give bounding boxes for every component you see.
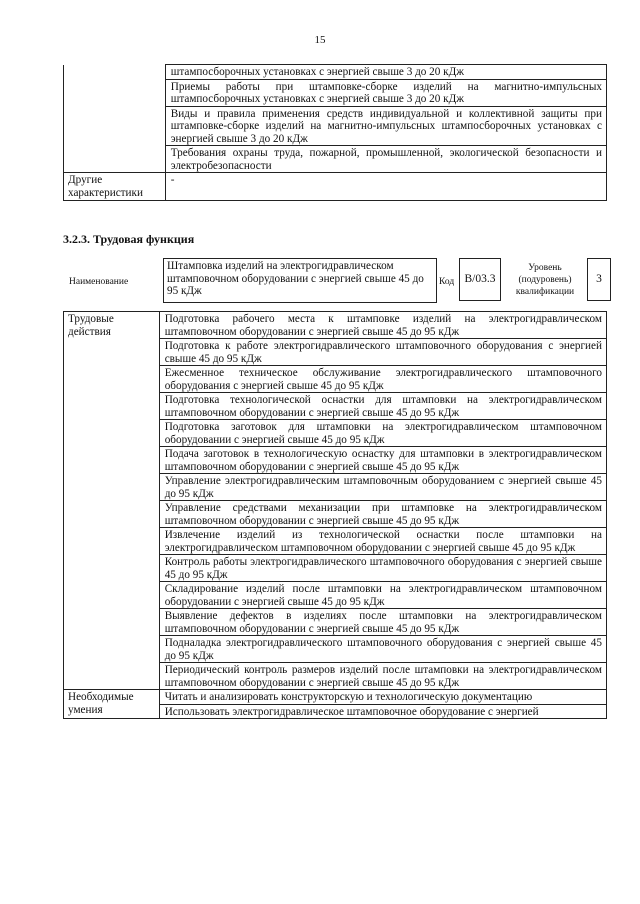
row-text: Требования охраны труда, пожарной, промышленной, экологической безопасности и электробезопасности <box>165 146 606 173</box>
requirements-table-continued <box>63 64 607 201</box>
table-row <box>64 146 607 173</box>
row-text: Приемы работы при штамповке-сборке изделий на магнитно-импульсных штампосборочных установках с энергией свыше 3 до 20 кДж <box>165 79 606 106</box>
name-value: Штамповка изделий на электрогидравлическом штамповочном оборудовании с энергией свыше 45 до 95 кДж <box>163 258 437 303</box>
table-row <box>64 690 607 705</box>
labor-actions-table <box>63 311 607 719</box>
labor-actions-item: Периодический контроль размеров изделий после штамповки на электрогидравлическом штамповочном оборудовании с энергией свыше 45 до 95 кДж <box>159 663 606 690</box>
labor-actions-item: Подготовка технологической оснастки для штамповки на электрогидравлическом штамповочном оборудовании с энергией свыше 45 до 95 кДж <box>159 393 606 420</box>
function-header <box>63 256 611 308</box>
labor-actions-item: Извлечение изделий из технологической оснастки после штамповки на электрогидравлическом штамповочном оборудовании с энергией свыше 45 до 95 кДж <box>159 528 606 555</box>
page-number: 15 <box>314 34 326 46</box>
row-label <box>64 146 166 173</box>
level-label: Уровень (подуровень) квалификации <box>515 263 575 297</box>
skills-item: Использовать электрогидравлическое штамповочное оборудование с энергией <box>159 704 606 719</box>
table-row <box>64 312 607 339</box>
name-label: Наименование <box>69 277 129 287</box>
code-value: B/03.3 <box>459 258 501 301</box>
labor-actions-item: Складирование изделий после штамповки на электрогидравлическом штамповочном оборудовании с энергией свыше 45 до 95 кДж <box>159 582 606 609</box>
other-characteristics-value: - <box>165 173 606 201</box>
table-row <box>64 173 607 201</box>
row-label <box>64 65 166 80</box>
section-title: 3.2.3. Трудовая функция <box>63 232 195 246</box>
row-label <box>64 106 166 146</box>
skills-label: Необходимые умения <box>64 690 160 719</box>
other-characteristics-label: Другие характеристики <box>64 173 166 201</box>
labor-actions-item: Выявление дефектов в изделиях после штамповки на электрогидравлическом штамповочном оборудовании с энергией свыше 45 до 95 кДж <box>159 609 606 636</box>
row-text: штампосборочных установках с энергией свыше 3 до 20 кДж <box>165 65 606 80</box>
table-row <box>64 106 607 146</box>
level-value: 3 <box>587 258 611 301</box>
row-label <box>64 79 166 106</box>
row-text: Виды и правила применения средств индивидуальной и коллективной защиты при штамповке-сборке изделий на магнитно-импульсных штампосборочных установках с энергией свыше 3 до 20 кДж <box>165 106 606 146</box>
table-row <box>64 79 607 106</box>
labor-actions-item: Контроль работы электрогидравлического штамповочного оборудования с энергией свыше 45 до 95 кДж <box>159 555 606 582</box>
labor-actions-item: Ежесменное техническое обслуживание электрогидравлического штамповочного оборудования с энергией свыше 45 до 95 кДж <box>159 366 606 393</box>
skills-item: Читать и анализировать конструкторскую и технологическую документацию <box>159 690 606 705</box>
code-label: Код <box>439 277 455 287</box>
table-row <box>64 65 607 80</box>
labor-actions-item: Управление электрогидравлическим штамповочным оборудованием с энергией свыше 45 до 95 кДж <box>159 474 606 501</box>
labor-actions-item: Подготовка к работе электрогидравлического штамповочного оборудования с энергией свыше 45 до 95 кДж <box>159 339 606 366</box>
labor-actions-item: Подналадка электрогидравлического штамповочного оборудования с энергией свыше 45 до 95 кДж <box>159 636 606 663</box>
labor-actions-item: Подача заготовок в технологическую оснастку для штамповки в электрогидравлическом штамповочном оборудовании с энергией свыше 45 до 95 кДж <box>159 447 606 474</box>
labor-actions-item: Подготовка рабочего места к штамповке изделий на электрогидравлическом штамповочном оборудовании с энергией свыше 45 до 95 кДж <box>159 312 606 339</box>
labor-actions-item: Подготовка заготовок для штамповки на электрогидравлическом штамповочном оборудовании с энергией свыше 45 до 95 кДж <box>159 420 606 447</box>
labor-actions-item: Управление средствами механизации при штамповке на электрогидравлическом штамповочном оборудовании с энергией свыше 45 до 95 кДж <box>159 501 606 528</box>
labor_actions-label: Трудовые действия <box>64 312 160 690</box>
